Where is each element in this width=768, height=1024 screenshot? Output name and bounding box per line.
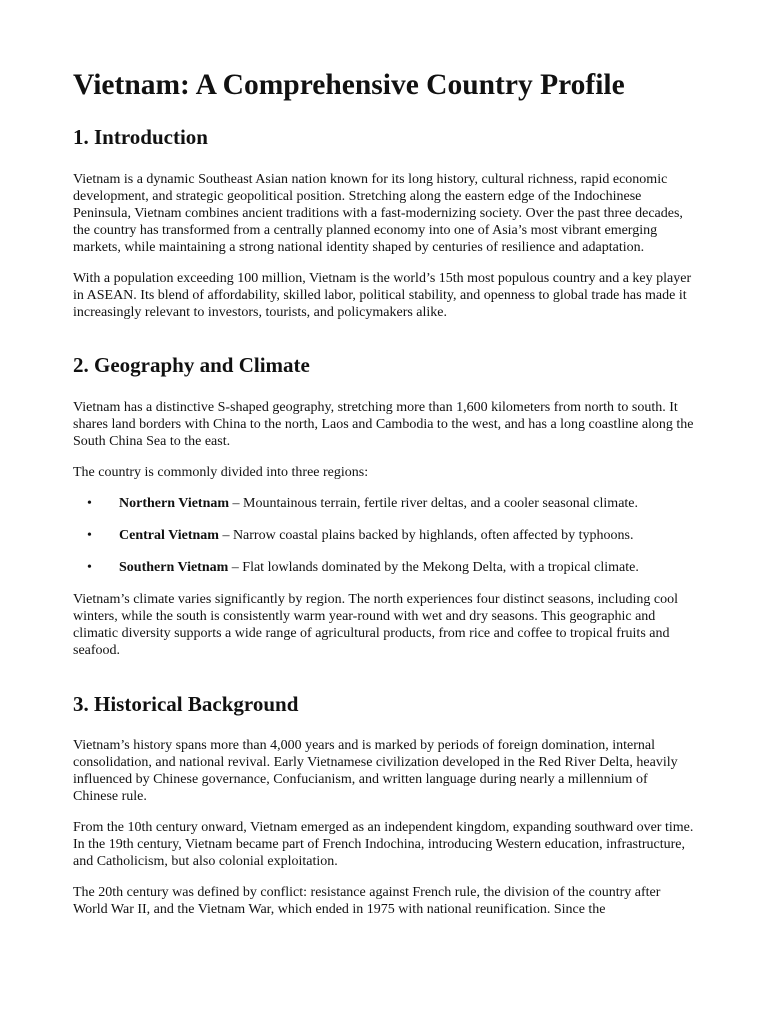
region-term: Central Vietnam [119,527,219,543]
regions-list [73,495,695,576]
region-description: – Flat lowlands dominated by the Mekong Delta, with a tropical climate. [228,560,639,576]
paragraph: With a population exceeding 100 million, Vietnam is the world’s 15th most populous country and a key player in ASEAN. Its blend of affordability, skilled labor, political stability, and openness to global trade has made it increasingly relevant to investors, tourists, and policymakers alike. [73,271,692,321]
region-description: – Mountainous terrain, fertile river deltas, and a cooler seasonal climate. [229,495,639,511]
bullet-icon: • [87,495,92,511]
paragraph: The 20th century was defined by conflict: resistance against French rule, the division of the country after World War II, and the Vietnam War, which ended in 1975 with national reunification. Since the [73,885,661,918]
paragraph: Vietnam is a dynamic Southeast Asian nation known for its long history, cultural richness, rapid economic development, and strategic geopolitical position. Stretching along the eastern edge of the Indochinese Peninsula, Vietnam combines ancient traditions with a fast-modernizing society. Over the past three decades, the country has transformed from a centrally planned economy into one of Asia’s most vibrant emerging markets, while maintaining a strong national identity shaped by centuries of resilience and adaptation. [73,171,683,255]
section-heading: 3. Historical Background [73,691,299,716]
paragraph: The country is commonly divided into three regions: [73,464,369,480]
list-item [73,495,695,512]
section-heading: 1. Introduction [73,125,208,150]
bullet-icon: • [87,527,92,543]
paragraph: Vietnam’s history spans more than 4,000 years and is marked by periods of foreign domination, internal consolidation, and national revival. Early Vietnamese civilization developed in the Red River Delta, heavily influenced by Chinese governance, Confucianism, and written language during nearly a millennium of Chinese rule. [73,737,678,805]
paragraph: Vietnam has a distinctive S-shaped geography, stretching more than 1,600 kilometers from north to south. It shares land borders with China to the north, Laos and Cambodia to the west, and has a long coastline along the South China Sea to the east. [73,399,694,449]
section-geography-and-climate [73,353,695,659]
region-term: Northern Vietnam [119,495,230,511]
document-title: Vietnam: A Comprehensive Country Profile [73,69,625,101]
paragraph: From the 10th century onward, Vietnam emerged as an independent kingdom, expanding southward over time. In the 19th century, Vietnam became part of French Indochina, introducing Western education, infrastructure, and Catholicism, but also colonial exploitation. [73,820,694,870]
region-description: – Narrow coastal plains backed by highlands, often affected by typhoons. [218,527,634,543]
section-introduction [73,125,695,321]
section-heading: 2. Geography and Climate [73,353,310,378]
bullet-icon: • [87,560,92,576]
list-item [73,559,695,576]
paragraph: Vietnam’s climate varies significantly by region. The north experiences four distinct seasons, including cool winters, while the south is consistently warm year-round with wet and dry seasons. This geographic and climatic diversity supports a wide range of agricultural products, from rice and coffee to tropical fruits and seafood. [73,592,679,659]
region-term: Southern Vietnam [119,560,229,576]
section-historical-background [73,692,695,919]
list-item [73,527,695,544]
